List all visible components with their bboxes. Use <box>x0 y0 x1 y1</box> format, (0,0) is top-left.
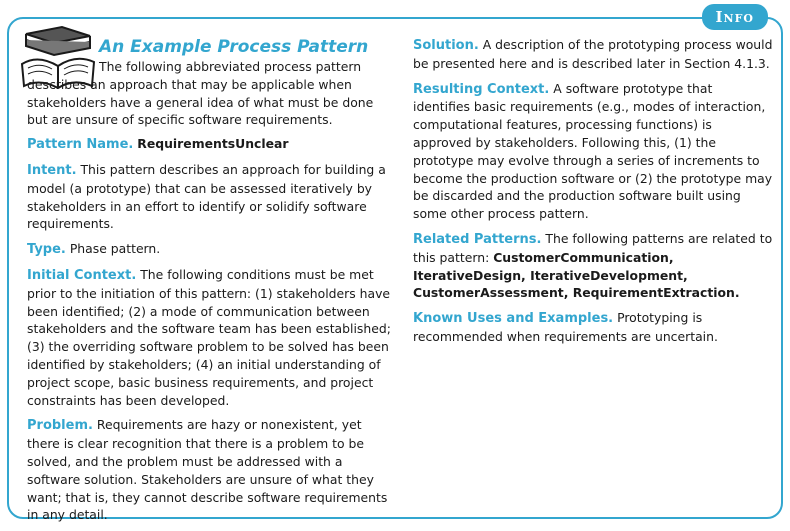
type-section <box>27 240 397 259</box>
related-patterns-section <box>413 230 773 302</box>
initial-context-section <box>27 266 397 409</box>
pattern-name-value: RequirementsUnclear <box>137 136 289 152</box>
info-tab-label: Info <box>702 4 768 30</box>
left-column <box>27 36 397 531</box>
resulting-context-section <box>413 80 773 223</box>
problem-section <box>27 416 397 524</box>
solution-text: A description of the prototyping process would be presented here and is described later in Section 4.1.3. <box>413 37 773 71</box>
intent-heading: Intent. <box>27 162 77 178</box>
resulting-context-heading: Resulting Context. <box>413 81 550 97</box>
problem-text: Requirements are hazy or nonexistent, yet there is clear recognition that there is a problem to be solved, and the problem must be addressed with a software solution. Stakeholders are unsure of what they want; that is, they cannot describe software requirements in any detail. <box>27 417 388 523</box>
right-column <box>413 36 773 353</box>
intro-paragraph: The following abbreviated process pattern describes an approach that may be applicable when stakeholders have a general idea of what must be done but are unsure of specific software requirements. <box>27 59 374 128</box>
page-title: An Example Process Pattern <box>99 37 369 57</box>
initial-context-text: The following conditions must be met prior to the initiation of this pattern: (1) stakeholders have been identified; (2) a mode of communication between stakeholders and the software team has been established; (3) the overriding software problem to be solved has been identified by stakeholders; (4) an initial understanding of project scope, basic business requirements, and project constraints has been developed. <box>27 266 391 408</box>
initial-context-heading: Initial Context. <box>27 267 137 283</box>
resulting-context-text: A software prototype that identifies basic requirements (e.g., modes of interaction, computational features, processing functions) is approved by stakeholders. Following this, (1) the prototype may evolve through a series of increments to become the production software or (2) the prototype may be discarded and the production software built using some other process pattern. <box>413 80 773 222</box>
solution-section <box>413 36 773 73</box>
related-patterns-heading: Related Patterns. <box>413 231 542 247</box>
problem-heading: Problem. <box>27 418 93 434</box>
intent-text: This pattern describes an approach for building a model (a prototype) that can be assessed iteratively by stakeholders in an effort to identify or solidify software requirements. <box>27 161 386 232</box>
related-patterns-list: CustomerCommunication, IterativeDesign, IterativeDevelopment, CustomerAssessment, RequirementExtraction. <box>413 249 740 301</box>
pattern-name-heading: Pattern Name. <box>27 137 134 153</box>
type-heading: Type. <box>27 242 66 258</box>
known-uses-text: Prototyping is recommended when requirements are uncertain. <box>413 310 718 344</box>
intent-section <box>27 161 397 233</box>
solution-heading: Solution. <box>413 38 479 53</box>
related-patterns-text: The following patterns are related to this pattern: <box>413 230 773 265</box>
known-uses-heading: Known Uses and Examples. <box>413 311 614 327</box>
pattern-name-section <box>27 135 397 154</box>
type-text: Phase pattern. <box>69 241 161 257</box>
known-uses-section <box>413 309 773 346</box>
